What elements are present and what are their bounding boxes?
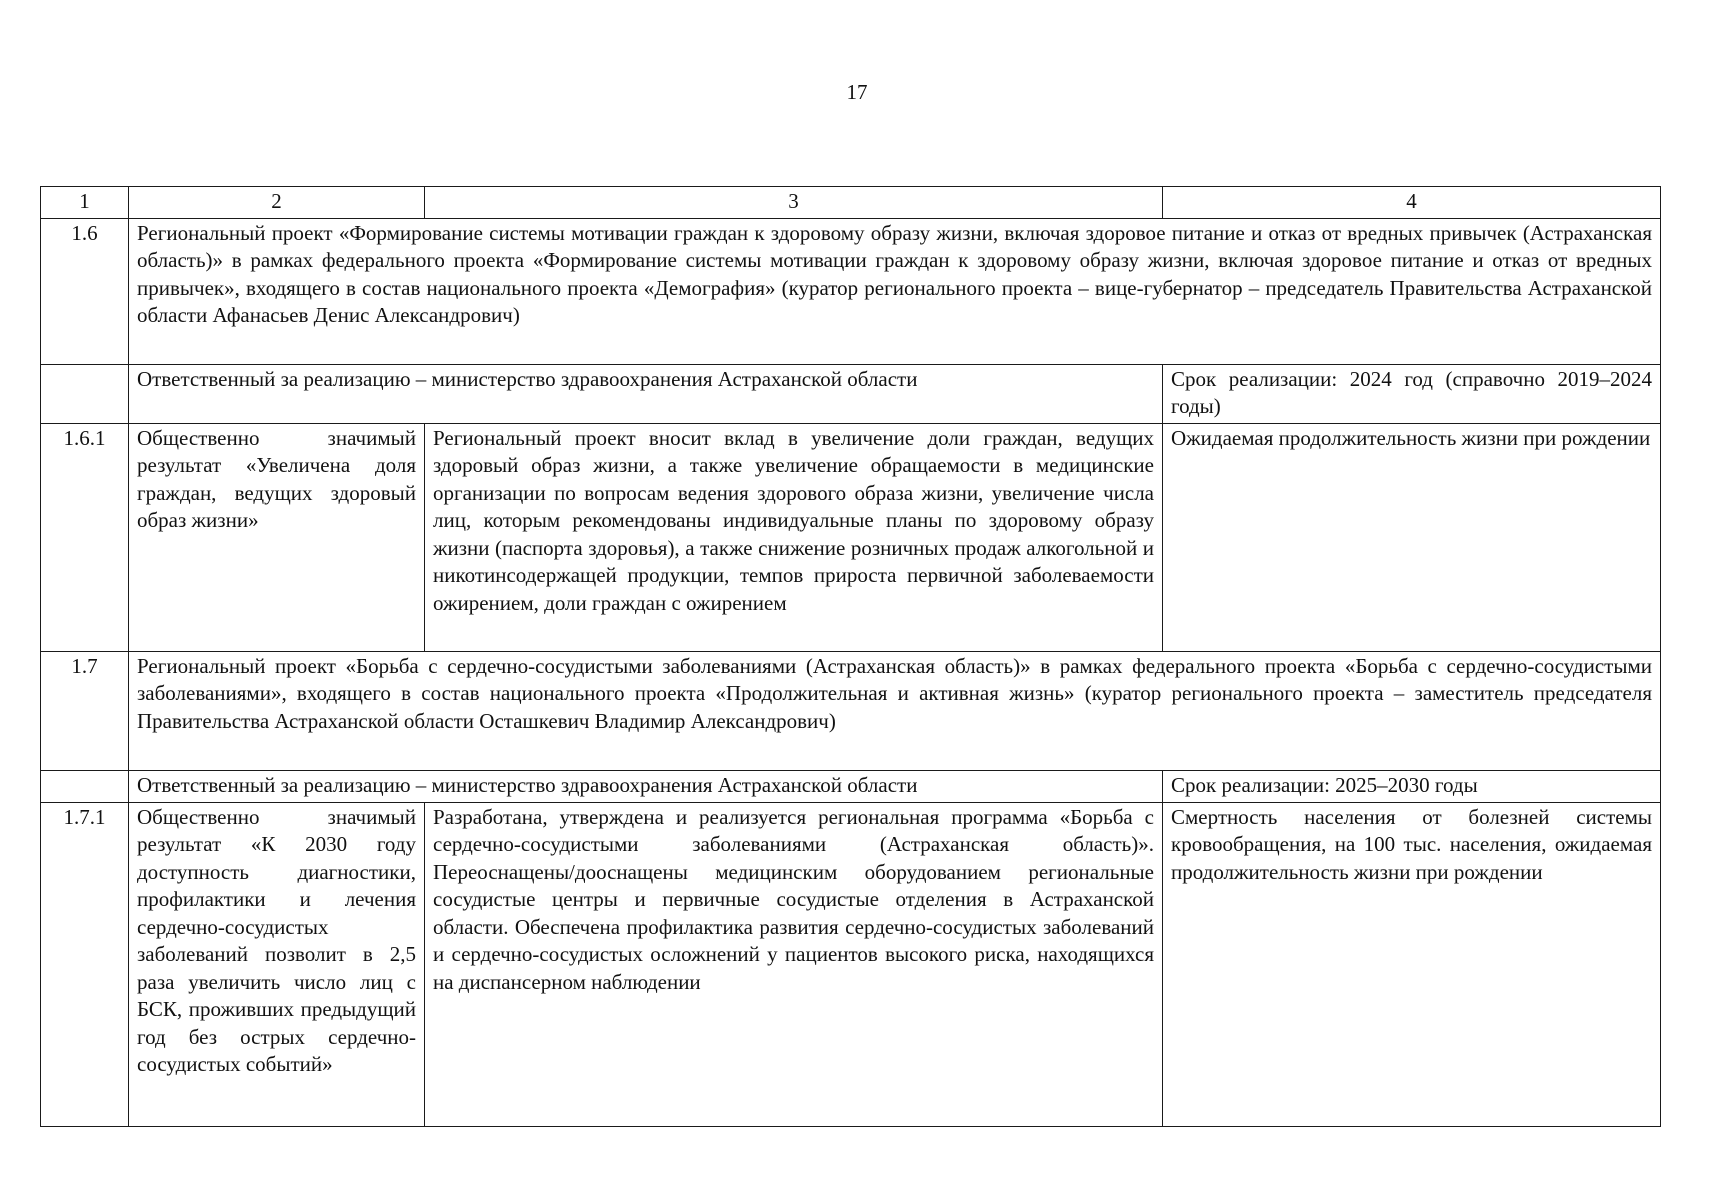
program-table — [40, 186, 1661, 1127]
result-number: 1.6.1 — [41, 423, 129, 651]
result-title: Общественно значимый результат «К 2030 году доступность диагностики, профилактики и лечения сердечно-сосудистых заболеваний позволит в 2,5 раза увеличить число лиц с БСК, проживших предыдущий год без острых сердечно-сосудистых событий» — [129, 802, 425, 1126]
result-description: Разработана, утверждена и реализуется региональная программа «Борьба с сердечно-сосудистыми заболеваниями (Астраханская область)». Переоснащены/дооснащены медицинским оборудованием региональные сосудистые центры и первичные сосудистые отделения в Астраханской области. Обеспечена профилактика развития сердечно-сосудистых заболеваний и сердечно-сосудистых осложнений у пациентов высокого риска, находящихся на диспансерном наблюдении — [425, 802, 1163, 1126]
section-number: 1.7 — [41, 651, 129, 770]
column-header: 4 — [1163, 187, 1661, 219]
deadline-text: Срок реализации: 2025–2030 годы — [1163, 770, 1661, 802]
responsibility-row — [41, 364, 1661, 423]
column-header-row — [41, 187, 1661, 219]
result-row — [41, 802, 1661, 1126]
deadline-text: Срок реализации: 2024 год (справочно 2019–2024 годы) — [1163, 364, 1661, 423]
empty-cell — [41, 770, 129, 802]
section-row — [41, 218, 1661, 364]
responsible-text: Ответственный за реализацию – министерство здравоохранения Астраханской области — [129, 364, 1163, 423]
responsible-text: Ответственный за реализацию – министерство здравоохранения Астраханской области — [129, 770, 1163, 802]
result-indicator: Смертность населения от болезней системы кровообращения, на 100 тыс. населения, ожидаемая продолжительность жизни при рождении — [1163, 802, 1661, 1126]
result-description: Региональный проект вносит вклад в увеличение доли граждан, ведущих здоровый образ жизни, а также увеличение обращаемости в медицинские организации по вопросам ведения здорового образа жизни, увеличение числа лиц, которым рекомендованы индивидуальные планы по здоровому образу жизни (паспорта здоровья), а также снижение розничных продаж алкогольной и никотинсодержащей продукции, темпов прироста первичной заболеваемости ожирением, доли граждан с ожирением — [425, 423, 1163, 651]
responsibility-row — [41, 770, 1661, 802]
page-number: 17 — [846, 80, 868, 104]
empty-cell — [41, 364, 129, 423]
result-row — [41, 423, 1661, 651]
section-number: 1.6 — [41, 218, 129, 364]
column-header: 1 — [41, 187, 129, 219]
project-description: Региональный проект «Формирование системы мотивации граждан к здоровому образу жизни, включая здоровое питание и отказ от вредных привычек (Астраханская область)» в рамках федерального проекта «Формирование системы мотивации граждан к здоровому образу жизни, включая здоровое питание и отказ от вредных привычек», входящего в состав национального проекта «Демография» (куратор регионального проекта – вице-губернатор – председатель Правительства Астраханской области Афанасьев Денис Александрович) — [129, 218, 1661, 364]
result-title: Общественно значимый результат «Увеличена доля граждан, ведущих здоровый образ жизни» — [129, 423, 425, 651]
project-description: Региональный проект «Борьба с сердечно-сосудистыми заболеваниями (Астраханская область)» в рамках федерального проекта «Борьба с сердечно-сосудистыми заболеваниями», входящего в состав национального проекта «Продолжительная и активная жизнь» (куратор регионального проекта – заместитель председателя Правительства Астраханской области Осташкевич Владимир Александрович) — [129, 651, 1661, 770]
result-indicator: Ожидаемая продолжительность жизни при рождении — [1163, 423, 1661, 651]
section-row — [41, 651, 1661, 770]
result-number: 1.7.1 — [41, 802, 129, 1126]
column-header: 2 — [129, 187, 425, 219]
column-header: 3 — [425, 187, 1163, 219]
